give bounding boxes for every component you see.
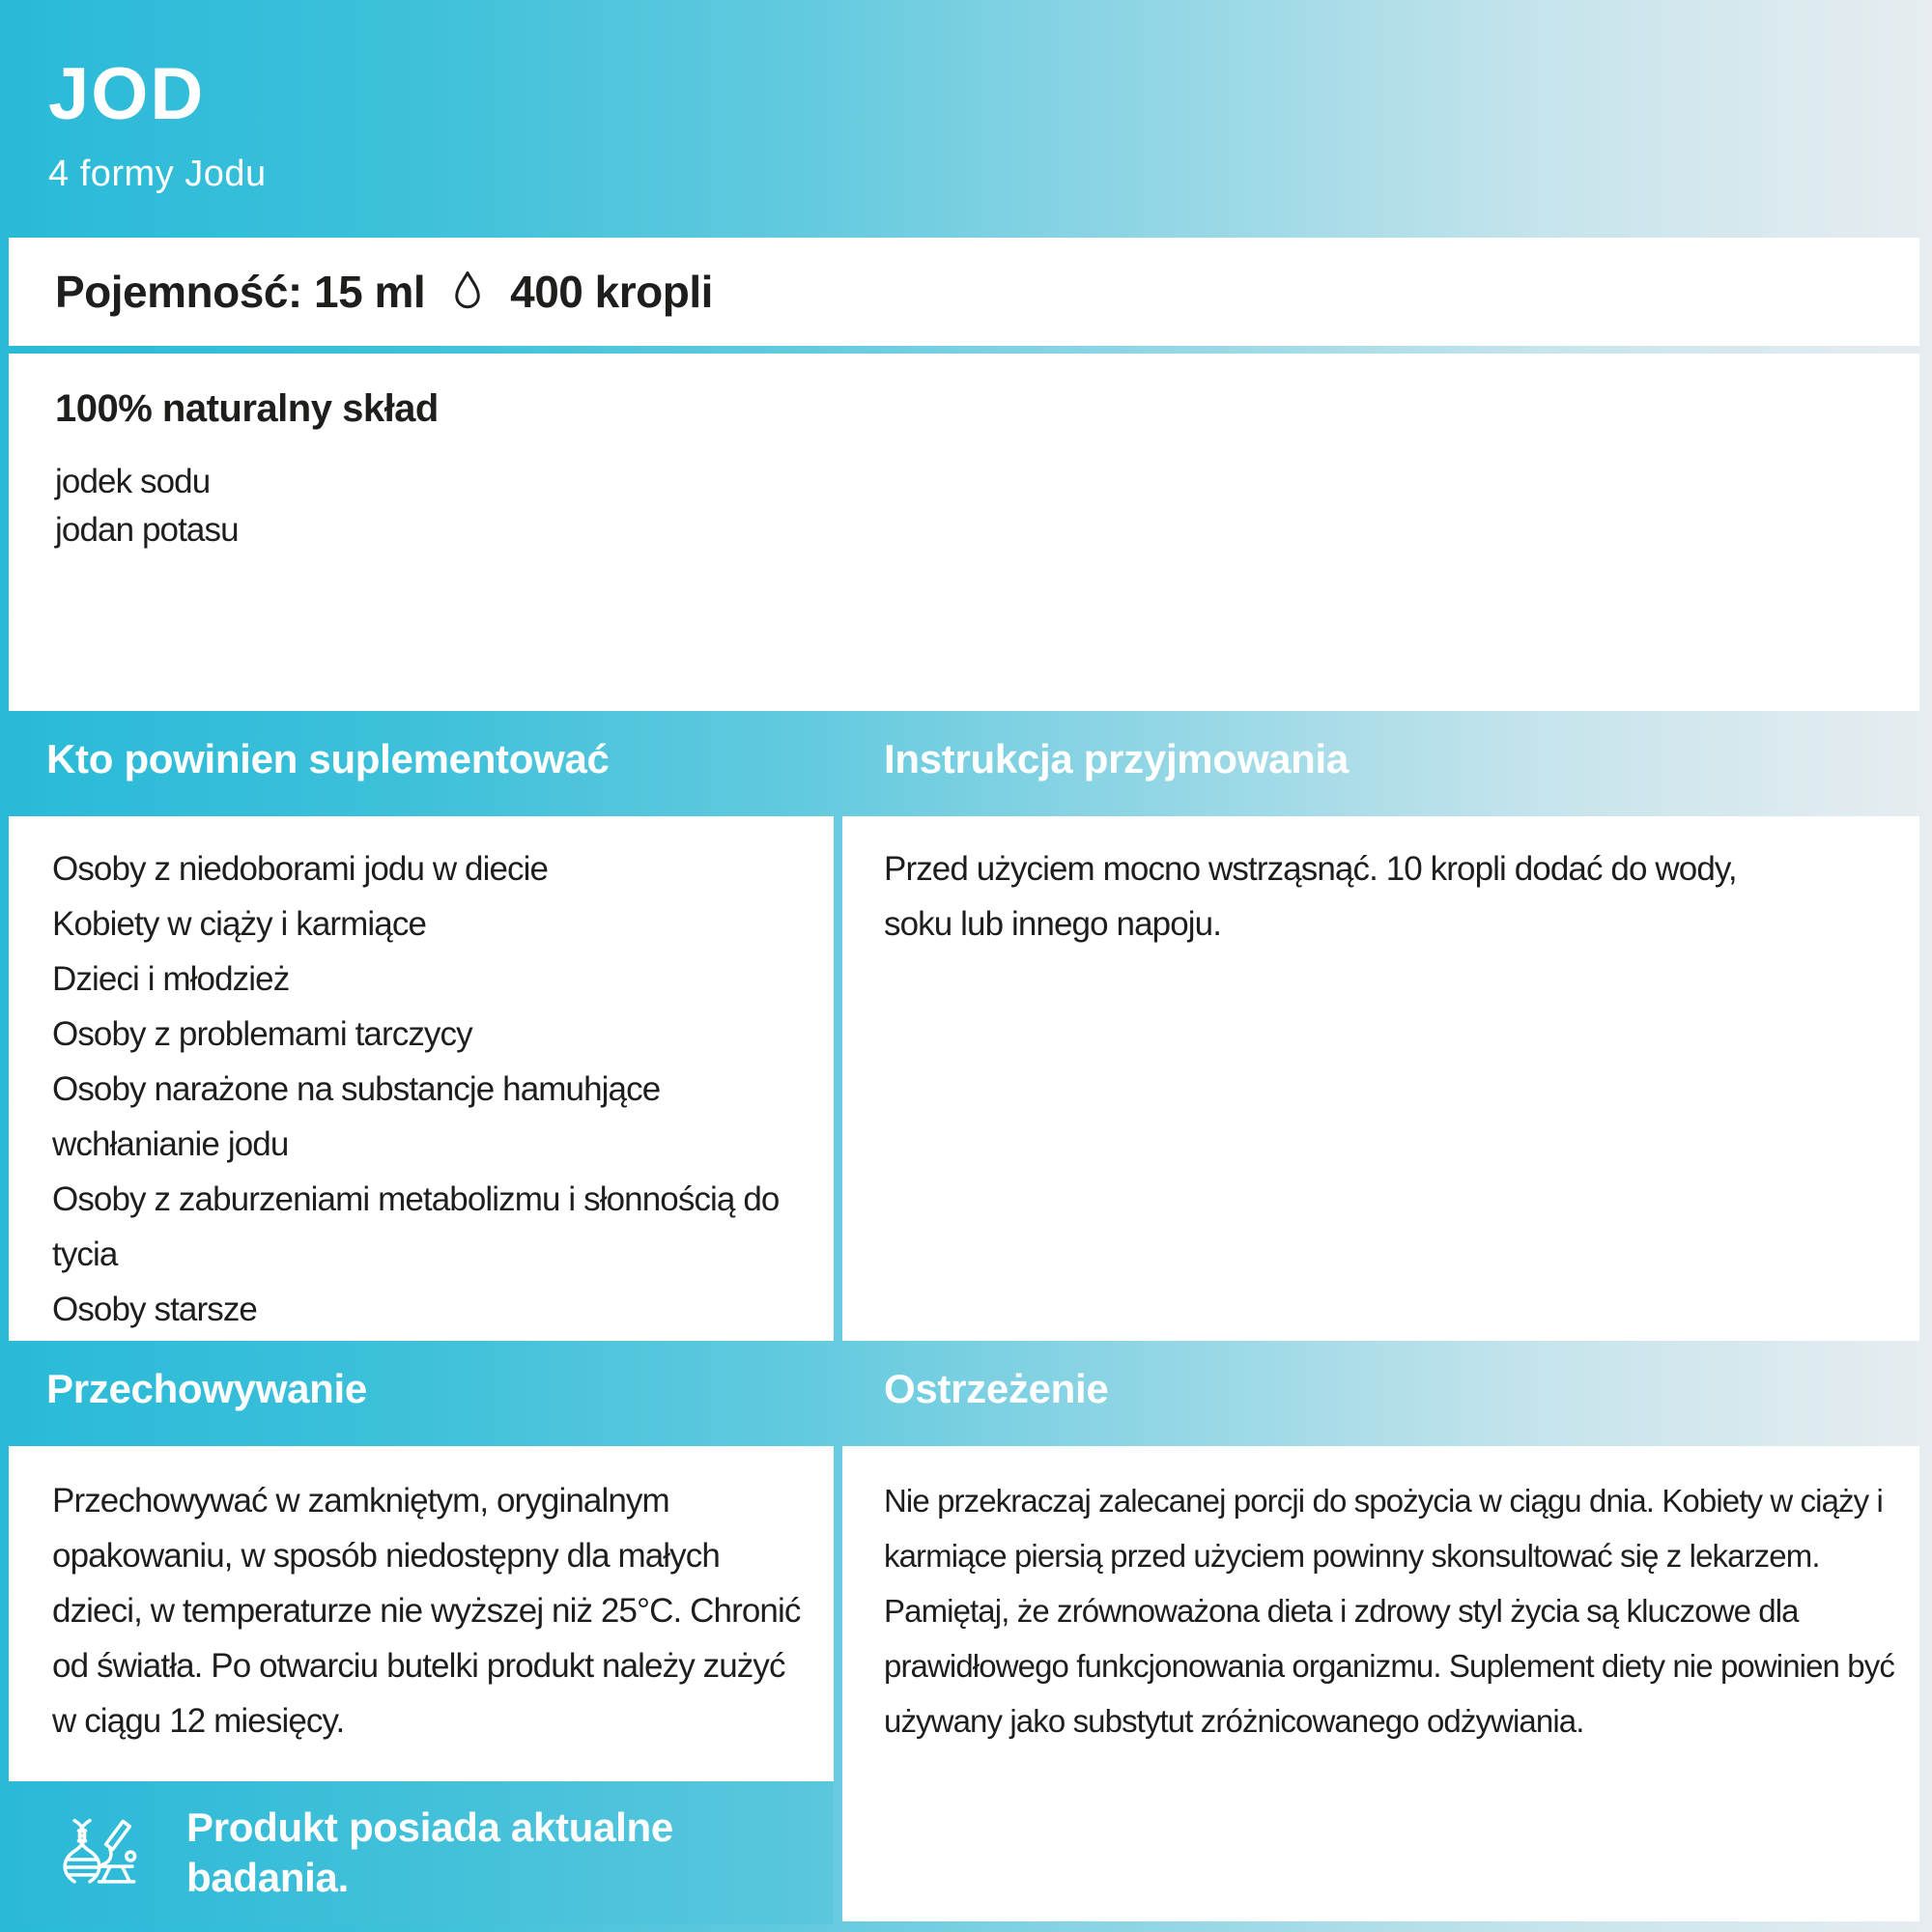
- capacity-drops: 400 kropli: [510, 267, 713, 317]
- warning-card: [842, 1446, 1919, 1921]
- composition-card: [9, 354, 1919, 711]
- capacity-bar: [9, 238, 1919, 346]
- instructions-text: Przed użyciem mocno wstrząsnąć. 10 kropli dodać do wody, soku lub innego napoju.: [884, 850, 1737, 943]
- who-list-item: Kobiety w ciąży i karmiące: [52, 905, 427, 943]
- capacity-text: Pojemność: 15 ml: [55, 267, 426, 317]
- storage-text: Przechowywać w zamkniętym, oryginalnym opakowaniu, w sposób niedostępny dla małych dzieci, w temperaturze nie wyższej niż 25°C. Chronić od światła. Po otwarciu butelki produkt należy zużyć w ciągu 12 miesięcy.: [52, 1482, 801, 1740]
- who-list-item: Osoby z problemami tarczycy: [52, 1015, 472, 1053]
- section-title-who: Kto powinien suplementować: [46, 736, 610, 781]
- who-list-item: Osoby z zaburzeniami metabolizmu i słonnością do tycia: [52, 1180, 780, 1273]
- who-list-item: Osoby z niedoborami jodu w diecie: [52, 850, 549, 888]
- research-badge: [9, 1781, 833, 1924]
- instructions-card: [842, 816, 1919, 1341]
- who-list: [52, 841, 795, 1337]
- composition-item: jodan potasu: [55, 511, 239, 549]
- who-card: [9, 816, 834, 1341]
- who-list-item: Osoby starsze: [52, 1291, 257, 1328]
- brand: [48, 53, 267, 195]
- product-subtitle: 4 formy Jodu: [48, 154, 267, 194]
- storage-card: [9, 1446, 834, 1781]
- section-title-storage: Przechowywanie: [46, 1366, 367, 1411]
- composition-heading: 100% naturalny skład: [55, 387, 439, 430]
- who-list-item: Dzieci i młodzież: [52, 960, 290, 998]
- composition-item: jodek sodu: [55, 463, 211, 500]
- dna-microscope-icon: [61, 1810, 146, 1895]
- drop-icon: [450, 270, 485, 314]
- section-title-instructions: Instrukcja przyjmowania: [884, 736, 1349, 781]
- warning-text: Nie przekraczaj zalecanej porcji do spożycia w ciągu dnia. Kobiety w ciąży i karmiące piersią przed użyciem powinny skonsultować się z lekarzem. Pamiętaj, że zrównoważona dieta i zdrowy styl życia są kluczowe dla prawidłowego funkcjonowania organizmu. Suplement diety nie powinien być używany jako substytut zróżnicowanego odżywiania.: [884, 1483, 1894, 1739]
- who-list-item: Osoby narażone na substancje hamuhjące wchłanianie jodu: [52, 1070, 661, 1163]
- badge-text: Produkt posiada aktualne badania.: [186, 1804, 673, 1900]
- product-name: JOD: [48, 53, 206, 135]
- section-title-warning: Ostrzeżenie: [884, 1366, 1109, 1411]
